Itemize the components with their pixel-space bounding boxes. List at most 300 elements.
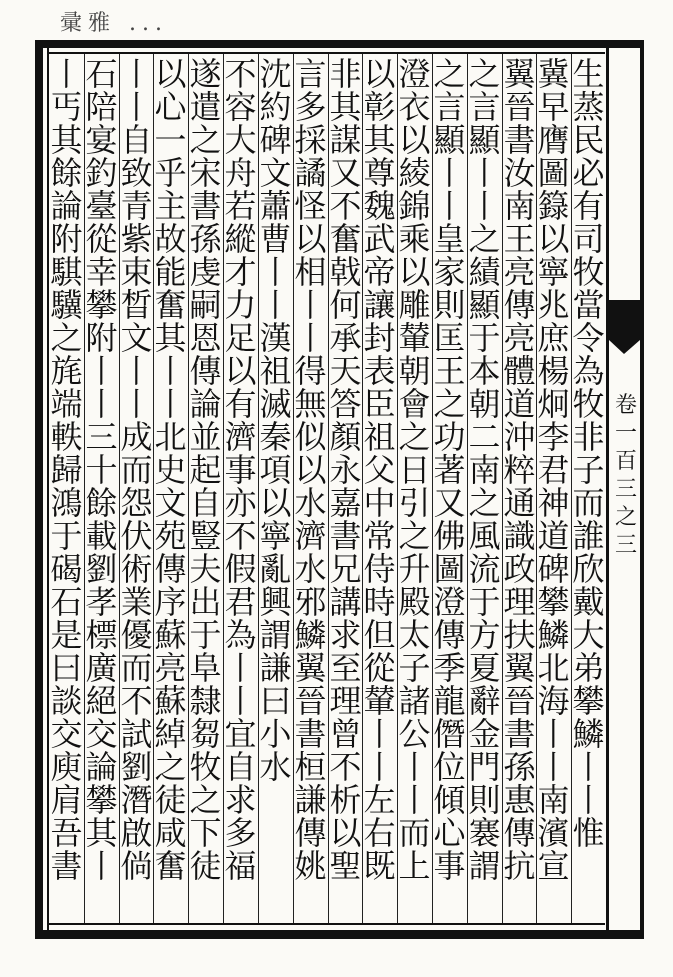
glyph: 驥	[50, 286, 83, 324]
glyph: 宋	[189, 154, 222, 192]
glyph: 北	[537, 649, 570, 687]
glyph: 傳	[503, 286, 536, 324]
glyph: 足	[224, 319, 257, 357]
glyph: 是	[50, 616, 83, 654]
frame-inner-top-line	[47, 52, 605, 54]
glyph: 祖	[259, 352, 292, 390]
glyph: 左	[363, 781, 396, 819]
glyph: 朝	[398, 352, 431, 390]
glyph: 遂	[189, 58, 222, 93]
glyph: 必	[572, 154, 605, 192]
glyph: 以	[329, 814, 362, 852]
glyph: 臺	[85, 187, 118, 225]
glyph: 論	[189, 385, 222, 423]
glyph: 位	[433, 748, 466, 786]
glyph: 道	[503, 385, 536, 423]
glyph: 項	[259, 451, 292, 489]
glyph: 司	[572, 220, 605, 258]
glyph: 傾	[433, 781, 466, 819]
glyph: 輦	[363, 682, 396, 720]
glyph: 潛	[120, 781, 153, 819]
glyph: 王	[503, 220, 536, 258]
glyph: 載	[85, 517, 118, 555]
spine-char: 百	[614, 449, 637, 474]
glyph: 之	[189, 121, 222, 159]
glyph: 而	[120, 451, 153, 489]
glyph: 不	[120, 682, 153, 720]
glyph: 沈	[259, 58, 292, 93]
glyph: 從	[85, 220, 118, 258]
glyph: 芻	[189, 715, 222, 753]
glyph: 序	[154, 583, 187, 621]
glyph: 起	[189, 451, 222, 489]
glyph: 晉	[503, 88, 536, 126]
text-column-12	[188, 58, 223, 920]
glyph: 之	[50, 319, 83, 357]
glyph: 丨	[120, 88, 153, 126]
glyph: 書	[503, 715, 536, 753]
glyph: 附	[85, 319, 118, 357]
glyph: 傳	[154, 550, 187, 588]
glyph: 書	[329, 517, 362, 555]
glyph: 丨	[468, 154, 501, 192]
glyph: 舟	[224, 154, 257, 192]
glyph: 試	[120, 715, 153, 753]
glyph: 得	[294, 352, 327, 390]
glyph: 則	[433, 286, 466, 324]
glyph: 似	[294, 418, 327, 456]
glyph: 乘	[398, 220, 431, 258]
glyph: 孫	[189, 220, 222, 258]
glyph: 之	[154, 748, 187, 786]
glyph: 庾	[50, 748, 83, 786]
glyph: 龍	[433, 682, 466, 720]
glyph: 端	[50, 385, 83, 423]
glyph: 翼	[503, 649, 536, 687]
glyph: 晉	[503, 682, 536, 720]
glyph: 皇	[433, 220, 466, 258]
glyph: 丨	[50, 58, 83, 93]
glyph: 識	[503, 517, 536, 555]
glyph: 小	[259, 715, 292, 753]
glyph: 扶	[503, 616, 536, 654]
glyph: 丨	[468, 187, 501, 225]
glyph: 孝	[85, 583, 118, 621]
glyph: 心	[154, 88, 187, 126]
glyph: 成	[120, 418, 153, 456]
glyph: 以	[398, 121, 431, 159]
glyph: 虔	[189, 253, 222, 291]
glyph: 錦	[398, 187, 431, 225]
glyph: 以	[398, 253, 431, 291]
text-column-5	[432, 58, 467, 920]
glyph: 蕭	[259, 187, 292, 225]
glyph: 丨	[294, 286, 327, 324]
glyph: 方	[468, 616, 501, 654]
spine-char: 之	[614, 505, 637, 530]
glyph: 苑	[154, 517, 187, 555]
text-column-8	[328, 58, 363, 920]
glyph: 彰	[363, 88, 396, 126]
glyph: 碑	[259, 121, 292, 159]
glyph: 牧	[189, 748, 222, 786]
glyph: 故	[154, 220, 187, 258]
glyph: 談	[50, 682, 83, 720]
glyph: 北	[154, 418, 187, 456]
glyph: 亮	[503, 253, 536, 291]
glyph: 丨	[537, 748, 570, 786]
glyph: 釣	[85, 154, 118, 192]
glyph: 鱗	[572, 715, 605, 753]
glyph: 亮	[503, 319, 536, 357]
glyph: 右	[363, 814, 396, 852]
spine-left-line	[606, 48, 609, 930]
glyph: 當	[572, 286, 605, 324]
glyph: 譎	[294, 154, 327, 192]
glyph: 又	[433, 484, 466, 522]
glyph: 曾	[329, 715, 362, 753]
glyph: 天	[329, 352, 362, 390]
glyph: 丨	[85, 385, 118, 423]
glyph: 之	[398, 418, 431, 456]
glyph: 劉	[120, 748, 153, 786]
glyph: 攀	[85, 286, 118, 324]
glyph: 以	[294, 220, 327, 258]
glyph: 則	[468, 781, 501, 819]
glyph: 理	[503, 583, 536, 621]
glyph: 不	[329, 748, 362, 786]
glyph: 非	[572, 418, 605, 456]
glyph: 石	[50, 583, 83, 621]
glyph: 奮	[329, 220, 362, 258]
glyph: 丨	[259, 286, 292, 324]
glyph: 表	[363, 352, 396, 390]
glyph: 下	[189, 814, 222, 852]
glyph: 標	[85, 616, 118, 654]
glyph: 怪	[294, 187, 327, 225]
glyph: 欣	[572, 550, 605, 588]
glyph: 講	[329, 583, 362, 621]
glyph: 李	[537, 418, 570, 456]
frame-bottom-border	[35, 930, 643, 939]
glyph: 謂	[259, 616, 292, 654]
glyph: 戟	[329, 253, 362, 291]
glyph: 流	[468, 550, 501, 588]
spine-right-line	[640, 40, 644, 939]
glyph: 不	[224, 58, 257, 93]
glyph: 假	[224, 550, 257, 588]
glyph: 宣	[537, 847, 570, 885]
glyph: 遣	[189, 88, 222, 126]
glyph: 丨	[120, 58, 153, 93]
glyph: 子	[398, 649, 431, 687]
glyph: 綾	[398, 154, 431, 192]
glyph: 碣	[50, 550, 83, 588]
glyph: 濱	[537, 814, 570, 852]
glyph: 惟	[572, 814, 605, 852]
glyph: 餘	[50, 154, 83, 192]
glyph: 秦	[259, 418, 292, 456]
glyph: 附	[50, 220, 83, 258]
glyph: 既	[363, 847, 396, 885]
glyph: 丨	[433, 154, 466, 192]
glyph: 以	[294, 451, 327, 489]
glyph: 丐	[50, 88, 83, 126]
glyph: 績	[468, 253, 501, 291]
glyph: 曰	[50, 649, 83, 687]
glyph: 多	[224, 814, 257, 852]
glyph: 十	[85, 451, 118, 489]
glyph: 恩	[189, 319, 222, 357]
glyph: 理	[329, 682, 362, 720]
glyph: 于	[468, 583, 501, 621]
glyph: 非	[329, 58, 362, 93]
glyph: 君	[537, 451, 570, 489]
glyph: 公	[398, 715, 431, 753]
glyph: 朝	[468, 385, 501, 423]
glyph: 丨	[363, 748, 396, 786]
glyph: 吾	[50, 814, 83, 852]
glyph: 徒	[189, 847, 222, 885]
glyph: 邪	[294, 583, 327, 621]
glyph: 膺	[537, 121, 570, 159]
glyph: 青	[120, 187, 153, 225]
glyph: 怨	[120, 484, 153, 522]
glyph: 力	[224, 286, 257, 324]
glyph: 侍	[363, 550, 396, 588]
glyph: 歸	[50, 451, 83, 489]
glyph: 兄	[329, 550, 362, 588]
glyph: 倘	[120, 847, 153, 885]
glyph: 南	[468, 451, 501, 489]
glyph: 以	[363, 58, 396, 93]
glyph: 夫	[189, 550, 222, 588]
glyph: 其	[329, 88, 362, 126]
fishtail-mark	[609, 300, 640, 340]
glyph: 輦	[398, 319, 431, 357]
text-column-1	[571, 58, 606, 920]
glyph: 僭	[433, 715, 466, 753]
header-fragment: 彚雅 ...	[60, 11, 168, 36]
glyph: 求	[329, 616, 362, 654]
glyph: 主	[154, 187, 187, 225]
glyph: 子	[572, 451, 605, 489]
glyph: 丨	[537, 715, 570, 753]
glyph: 致	[120, 154, 153, 192]
glyph: 金	[468, 715, 501, 753]
glyph: 謂	[468, 847, 501, 885]
glyph: 自	[120, 121, 153, 159]
glyph: 顯	[468, 121, 501, 159]
glyph: 採	[294, 121, 327, 159]
glyph: 帝	[363, 253, 396, 291]
glyph: 政	[503, 550, 536, 588]
glyph: 汝	[503, 154, 536, 192]
glyph: 從	[363, 649, 396, 687]
glyph: 以	[537, 220, 570, 258]
glyph: 史	[154, 451, 187, 489]
spine-char: 一	[614, 421, 637, 446]
glyph: 引	[398, 484, 431, 522]
glyph: 多	[294, 88, 327, 126]
text-column-14	[119, 58, 154, 920]
glyph: 交	[50, 715, 83, 753]
glyph: 而	[572, 484, 605, 522]
glyph: 滅	[259, 385, 292, 423]
glyph: 海	[537, 682, 570, 720]
glyph: 以	[154, 58, 187, 93]
glyph: 民	[572, 121, 605, 159]
glyph: 時	[363, 583, 396, 621]
glyph: 蘇	[154, 682, 187, 720]
glyph: 門	[468, 748, 501, 786]
text-column-13	[153, 58, 188, 920]
glyph: 幸	[85, 253, 118, 291]
glyph: 顯	[433, 121, 466, 159]
glyph: 楊	[537, 352, 570, 390]
spine-char: 三	[614, 533, 637, 558]
glyph: 為	[572, 352, 605, 390]
glyph: 顏	[329, 418, 362, 456]
glyph: 軼	[50, 418, 83, 456]
glyph: 晳	[120, 286, 153, 324]
glyph: 王	[433, 352, 466, 390]
glyph: 顯	[468, 286, 501, 324]
spine-volume-label	[612, 392, 640, 560]
glyph: 三	[85, 418, 118, 456]
glyph: 寧	[537, 253, 570, 291]
glyph: 丨	[398, 781, 431, 819]
glyph: 褰	[468, 814, 501, 852]
glyph: 一	[154, 121, 187, 159]
glyph: 心	[433, 814, 466, 852]
glyph: 才	[224, 253, 257, 291]
glyph: 父	[363, 451, 396, 489]
glyph: 傳	[189, 352, 222, 390]
text-column-2	[536, 58, 571, 920]
glyph: 以	[224, 352, 257, 390]
glyph: 福	[224, 847, 257, 885]
glyph: 其	[363, 121, 396, 159]
glyph: 丨	[224, 682, 257, 720]
glyph: 于	[468, 319, 501, 357]
glyph: 攀	[572, 682, 605, 720]
glyph: 以	[259, 484, 292, 522]
text-column-9	[293, 58, 328, 920]
glyph: 能	[154, 253, 187, 291]
glyph: 丨	[572, 781, 605, 819]
glyph: 術	[120, 550, 153, 588]
glyph: 永	[329, 451, 362, 489]
glyph: 啟	[120, 814, 153, 852]
glyph: 書	[503, 121, 536, 159]
glyph: 宜	[224, 715, 257, 753]
glyph: 豎	[189, 517, 222, 555]
glyph: 兆	[537, 286, 570, 324]
text-column-16	[49, 58, 84, 920]
glyph: 常	[363, 517, 396, 555]
frame-top-border	[35, 40, 643, 48]
glyph: 神	[537, 484, 570, 522]
glyph: 傳	[503, 814, 536, 852]
glyph: 書	[189, 187, 222, 225]
glyph: 為	[224, 616, 257, 654]
glyph: 徒	[154, 781, 187, 819]
glyph: 風	[468, 517, 501, 555]
glyph: 論	[50, 187, 83, 225]
glyph: 文	[154, 484, 187, 522]
glyph: 丨	[363, 715, 396, 753]
text-column-7	[362, 58, 397, 920]
glyph: 澄	[433, 583, 466, 621]
glyph: 桓	[294, 748, 327, 786]
glyph: 惠	[503, 781, 536, 819]
glyph: 丨	[224, 649, 257, 687]
glyph: 之	[468, 484, 501, 522]
glyph: 封	[363, 319, 396, 357]
glyph: 丨	[398, 748, 431, 786]
glyph: 南	[537, 781, 570, 819]
glyph: 季	[433, 649, 466, 687]
glyph: 乎	[154, 154, 187, 192]
glyph: 丨	[433, 187, 466, 225]
glyph: 謙	[294, 781, 327, 819]
glyph: 有	[572, 187, 605, 225]
glyph: 自	[224, 748, 257, 786]
glyph: 水	[294, 550, 327, 588]
glyph: 丨	[572, 748, 605, 786]
glyph: 水	[294, 484, 327, 522]
glyph: 傳	[433, 616, 466, 654]
glyph: 咸	[154, 814, 187, 852]
frame-inner-bottom-line	[47, 923, 605, 925]
glyph: 自	[189, 484, 222, 522]
glyph: 騏	[50, 253, 83, 291]
glyph: 宴	[85, 121, 118, 159]
glyph: 庶	[537, 319, 570, 357]
glyph: 著	[433, 451, 466, 489]
glyph: 奮	[154, 847, 187, 885]
glyph: 聖	[329, 847, 362, 885]
glyph: 之	[433, 385, 466, 423]
glyph: 大	[572, 616, 605, 654]
glyph: 丨	[85, 352, 118, 390]
glyph: 廣	[85, 649, 118, 687]
glyph: 若	[224, 187, 257, 225]
glyph: 承	[329, 319, 362, 357]
glyph: 石	[85, 58, 118, 93]
glyph: 大	[224, 121, 257, 159]
glyph: 匡	[433, 319, 466, 357]
glyph: 奮	[154, 286, 187, 324]
glyph: 圖	[433, 550, 466, 588]
glyph: 亦	[224, 484, 257, 522]
glyph: 阜	[189, 649, 222, 687]
glyph: 丨	[120, 352, 153, 390]
glyph: 其	[85, 814, 118, 852]
glyph: 牧	[572, 253, 605, 291]
glyph: 析	[329, 781, 362, 819]
text-column-15	[84, 58, 119, 920]
glyph: 二	[468, 418, 501, 456]
glyph: 尊	[363, 154, 396, 192]
glyph: 攀	[85, 781, 118, 819]
glyph: 言	[294, 58, 327, 93]
glyph: 文	[120, 319, 153, 357]
glyph: 伏	[120, 517, 153, 555]
glyph: 謀	[329, 121, 362, 159]
glyph: 漢	[259, 319, 292, 357]
